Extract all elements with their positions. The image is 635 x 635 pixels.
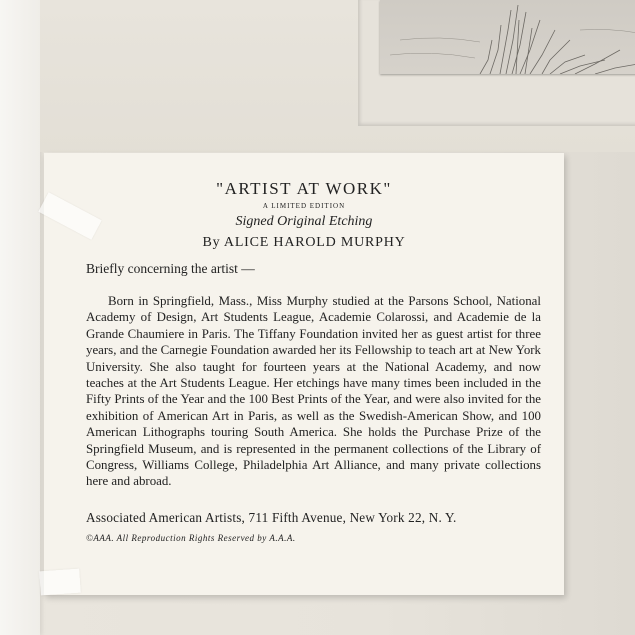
edition-label: A LIMITED EDITION	[262, 202, 346, 210]
etching-print	[380, 0, 635, 74]
artist-byline: By ALICE HAROLD MURPHY	[202, 235, 406, 250]
artist-biography: Born in Springfield, Mass., Miss Murphy studied at the Parsons School, National Academy of Design, Art Students League, Academie Colarossi, and Academie de la Grande Chaumiere in Paris. The Tiffany Foundation invited her as guest artist for three years, and the Carnegie Foundation awarded her its Fellowship to teach art at New York University. She also taught for fourteen years at the National Academy, and now teaches at the Art Students League. Her etchings have many times been included in the Fifty Prints of the Year and the 100 Best Prints of the Year, and were also invited for the exhibition of American Art in Paris, as well as the Swedish-American Show, and 100 American Lithographs touring South America. She holds the Purchase Prize of the Springfield Museum, and is represented in the permanent collections of the Library of Congress, Williams College, Philadelphia Art Alliance, and many private collections here and abroad.	[86, 294, 541, 489]
left-paper-edge	[0, 0, 40, 635]
etching-lines	[380, 0, 635, 74]
intro-line: Briefly concerning the artist —	[86, 261, 255, 276]
info-card	[44, 153, 564, 595]
publisher-address: Associated American Artists, 711 Fifth Avenue, New York 22, N. Y.	[86, 510, 457, 525]
card-subtitle: Signed Original Etching	[235, 214, 373, 229]
copyright-notice: ©AAA. All Reproduction Rights Reserved by A.A.A.	[86, 533, 296, 543]
card-title: "ARTIST AT WORK"	[216, 179, 392, 198]
tape-piece-bottom	[39, 569, 81, 596]
